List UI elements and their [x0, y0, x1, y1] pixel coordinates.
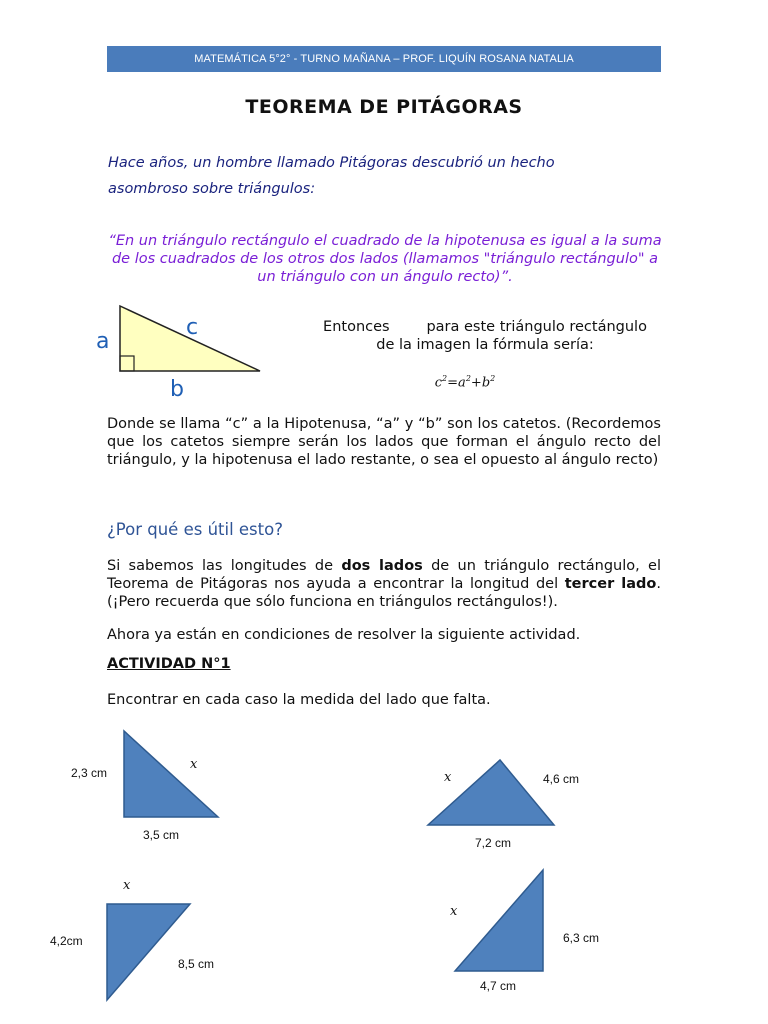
triangle-2-base-label: 7,2 cm	[475, 836, 512, 850]
activity-title: ACTIVIDAD N°1	[107, 656, 231, 672]
triangle-2-side-label: 4,6 cm	[543, 772, 580, 786]
formula-intro-line-1: Entonces para este triángulo rectángulo	[323, 319, 647, 335]
triangle-4-base-label: 4,7 cm	[480, 979, 517, 993]
intro-line-1: Hace años, un hombre llamado Pitágoras descubrió un hecho	[108, 155, 555, 171]
triangle-1-base-label: 3,5 cm	[143, 828, 180, 842]
triangle-3-shape	[107, 904, 190, 1000]
triangle-1-unknown: x	[190, 757, 198, 772]
diagram-label-c: c	[186, 315, 199, 340]
useful-paragraph: Si sabemos las longitudes de dos lados de un triángulo rectángulo, el Teorema de Pitágoras nos ayuda a encontrar la longitud del tercer lado. (¡Pero recuerda que sólo funciona en triángulos rectángulos!).	[107, 558, 662, 610]
triangle-1-side-label: 2,3 cm	[71, 766, 108, 780]
intro-line-2: asombroso sobre triángulos:	[108, 181, 316, 197]
triangle-3-side-label: 4,2cm	[50, 934, 83, 948]
diagram-label-a: a	[96, 329, 110, 354]
pythagoras-formula: $c^2=a^2+b^2$	[434, 374, 496, 391]
triangle-2-unknown: x	[444, 770, 452, 785]
triangle-4-unknown: x	[450, 904, 458, 919]
header-text: MATEMÁTICA 5°2° - TURNO MAÑANA – PROF. LIQUÍN ROSANA NATALIA	[194, 53, 574, 65]
triangle-3-unknown: x	[123, 878, 131, 893]
diagram-label-b: b	[170, 377, 184, 402]
triangle-1-shape	[124, 731, 218, 817]
why-useful-heading: ¿Por qué es útil esto?	[107, 520, 283, 539]
formula-intro-line-2: de la imagen la fórmula sería:	[376, 337, 594, 353]
ready-paragraph: Ahora ya están en condiciones de resolver la siguiente actividad.	[107, 627, 581, 643]
activity-instruction: Encontrar en cada caso la medida del lado que falta.	[107, 692, 491, 708]
explanation-paragraph: Donde se llama “c” a la Hipotenusa, “a” y “b” son los catetos. (Recordemos que los catetos siempre serán los lados que forman el ángulo recto del triángulo, y la hipotenusa el lado restante, o sea el opuesto al ángulo recto)	[107, 416, 661, 468]
theorem-quote: “En un triángulo rectángulo el cuadrado de la hipotenusa es igual a la suma de los cuadrados de los otros dos lados (llamamos "triángulo rectángulo" a un triángulo con un ángulo recto)”.	[108, 233, 662, 285]
page-title: TEOREMA DE PITÁGORAS	[245, 96, 523, 118]
triangle-4-shape	[455, 870, 543, 971]
triangle-4-side-label: 6,3 cm	[563, 931, 600, 945]
triangle-3-hyp-label: 8,5 cm	[178, 957, 215, 971]
